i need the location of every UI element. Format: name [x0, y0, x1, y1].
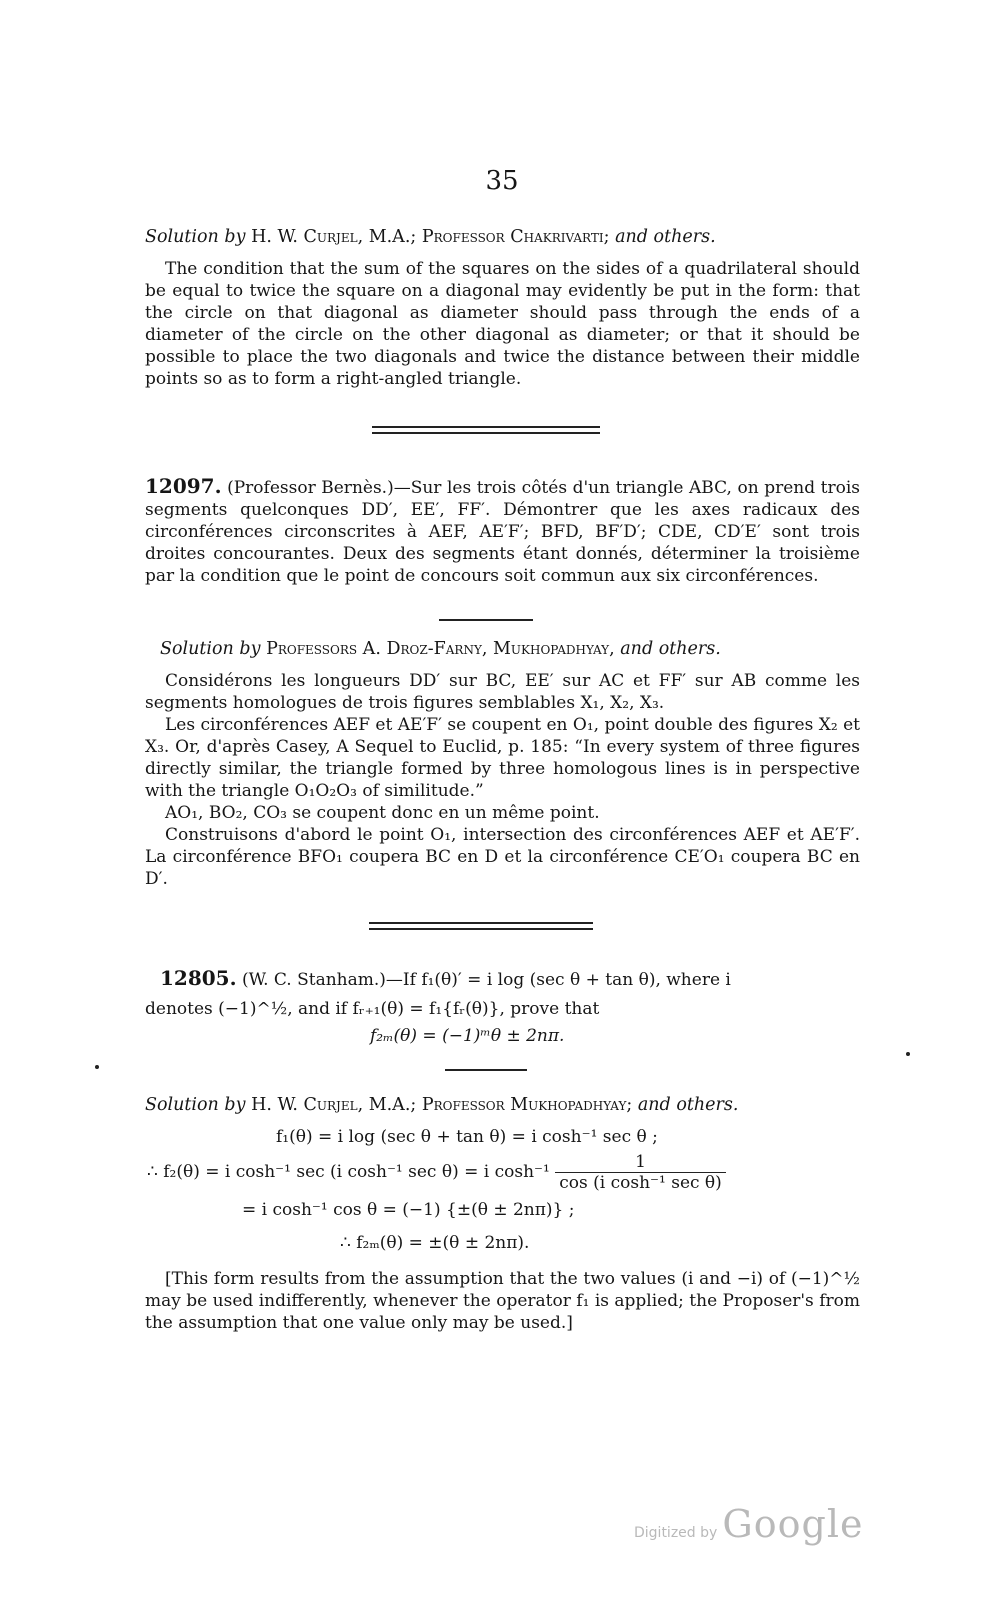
solution-2-p4: Construisons d'abord le point O₁, intersection des circonférences AEF et AE′F′. La circonférence BFO₁ coupera BC en D et la circonférence CE′O₁ coupera BC en D′.	[145, 825, 860, 889]
solution-2-p1: Considérons les longueurs DD′ sur BC, EE′ sur AC et FF′ sur AB comme les segments homologues de trois figures semblables X₁, X₂, X₃.	[145, 671, 860, 713]
solution-3-eq2-denominator: cos (i cosh⁻¹ sec θ)	[559, 1173, 722, 1193]
problem-12097	[145, 475, 860, 587]
page-number: 35	[485, 166, 519, 196]
google-logo: Google	[722, 1502, 864, 1546]
problem-12097-text: (Professor Bernès.)—Sur les trois côtés d'un triangle ABC, on prend trois segments quelconques DD′, EE′, FF′. Démontrer que les axes radicaux des circonférences circonscrites à AEF, AE′F′; BFD, BF′D′; CDE, CD′E′ sont trois droites concourantes. Deux des segments étant donnés, déterminer la troisième par la condition que le point de concours soit commun aux six circonférences.	[145, 478, 861, 586]
solution-1-others: and others.	[615, 227, 716, 247]
solution-2-header	[160, 638, 875, 661]
digitized-watermark	[634, 1502, 863, 1546]
solution-1-body	[145, 258, 860, 390]
solution-2-body	[145, 670, 860, 890]
solution-3-note-block	[145, 1268, 860, 1334]
solution-3-note: [This form results from the assumption that the two values (i and −i) of (−1)^½ may be used indifferently, whenever the operator f₁ is applied; the Proposer's from the assumption that one value only may be used.]	[145, 1269, 860, 1333]
problem-12805-line1	[160, 967, 860, 991]
solution-2-p3: AO₁, BO₂, CO₃ se coupent donc en un même point.	[165, 803, 600, 823]
problem-12805-line1-text: (W. C. Stanham.)—If f₁(θ)′ = i log (sec θ + tan θ), where i	[241, 970, 731, 990]
solution-3-eq3: = i cosh⁻¹ cos θ = (−1) {±(θ ± 2nπ)} ;	[242, 1200, 575, 1220]
solution-1-by: Solution by	[145, 227, 246, 247]
section-divider-single	[439, 619, 533, 621]
solution-3-authors: H. W. Curjel, M.A.; Professor Mukhopadhyay;	[251, 1095, 633, 1115]
solution-3-eq2	[147, 1152, 726, 1193]
problem-12805-line2: denotes (−1)^½, and if fᵣ₊₁(θ) = f₁{fᵣ(θ)}, prove that	[145, 999, 600, 1019]
section-divider-single-2	[445, 1069, 527, 1071]
solution-3-others: and others.	[637, 1095, 739, 1115]
solution-3-eq4: ∴ f₂ₘ(θ) = ±(θ ± 2nπ).	[340, 1233, 530, 1253]
speck	[906, 1052, 910, 1056]
problem-12805-equation: f₂ₘ(θ) = (−1)ᵐθ ± 2nπ.	[370, 1026, 565, 1046]
solution-1-authors: H. W. Curjel, M.A.; Professor Chakrivarti;	[251, 227, 610, 247]
solution-3-by: Solution by	[145, 1095, 246, 1115]
solution-1-header	[145, 226, 860, 249]
section-divider-double	[372, 426, 600, 434]
watermark-prefix: Digitized by	[634, 1525, 718, 1541]
solution-1-text: The condition that the sum of the squares on the sides of a quadrilateral should be equal to twice the square on a diagonal may evidently be put in the form: that the circle on that diagonal as diameter should pass through the ends of a diameter of the circle on the other diagonal as diameter; or that it should be possible to place the two diagonals and twice the distance between their middle points so as to form a right-angled triangle.	[145, 259, 860, 389]
speck	[95, 1065, 99, 1069]
solution-2-by: Solution by	[160, 639, 261, 659]
solution-3-eq2-fraction	[555, 1152, 726, 1193]
solution-2-others: and others.	[620, 639, 721, 659]
problem-12805-number: 12805.	[160, 966, 237, 990]
section-divider-double-2	[369, 922, 593, 930]
solution-2-authors: Professors A. Droz-Farny, Mukhopadhyay,	[266, 639, 615, 659]
solution-3-eq2-numerator: 1	[555, 1152, 726, 1173]
solution-3-header	[145, 1094, 860, 1117]
problem-12097-number: 12097.	[145, 474, 222, 498]
solution-3-eq1: f₁(θ) = i log (sec θ + tan θ) = i cosh⁻¹ sec θ ;	[276, 1127, 658, 1147]
solution-3-eq2-left: ∴ f₂(θ) = i cosh⁻¹ sec (i cosh⁻¹ sec θ) = i cosh⁻¹	[147, 1162, 550, 1182]
solution-2-p2: Les circonférences AEF et AE′F′ se coupent en O₁, point double des figures X₂ et X₃. Or, d'après Casey, A Sequel to Euclid, p. 185: “In every system of three figures directly similar, the triangle formed by three homologous lines is in perspective with the triangle O₁O₂O₃ of similitude.”	[145, 715, 860, 801]
